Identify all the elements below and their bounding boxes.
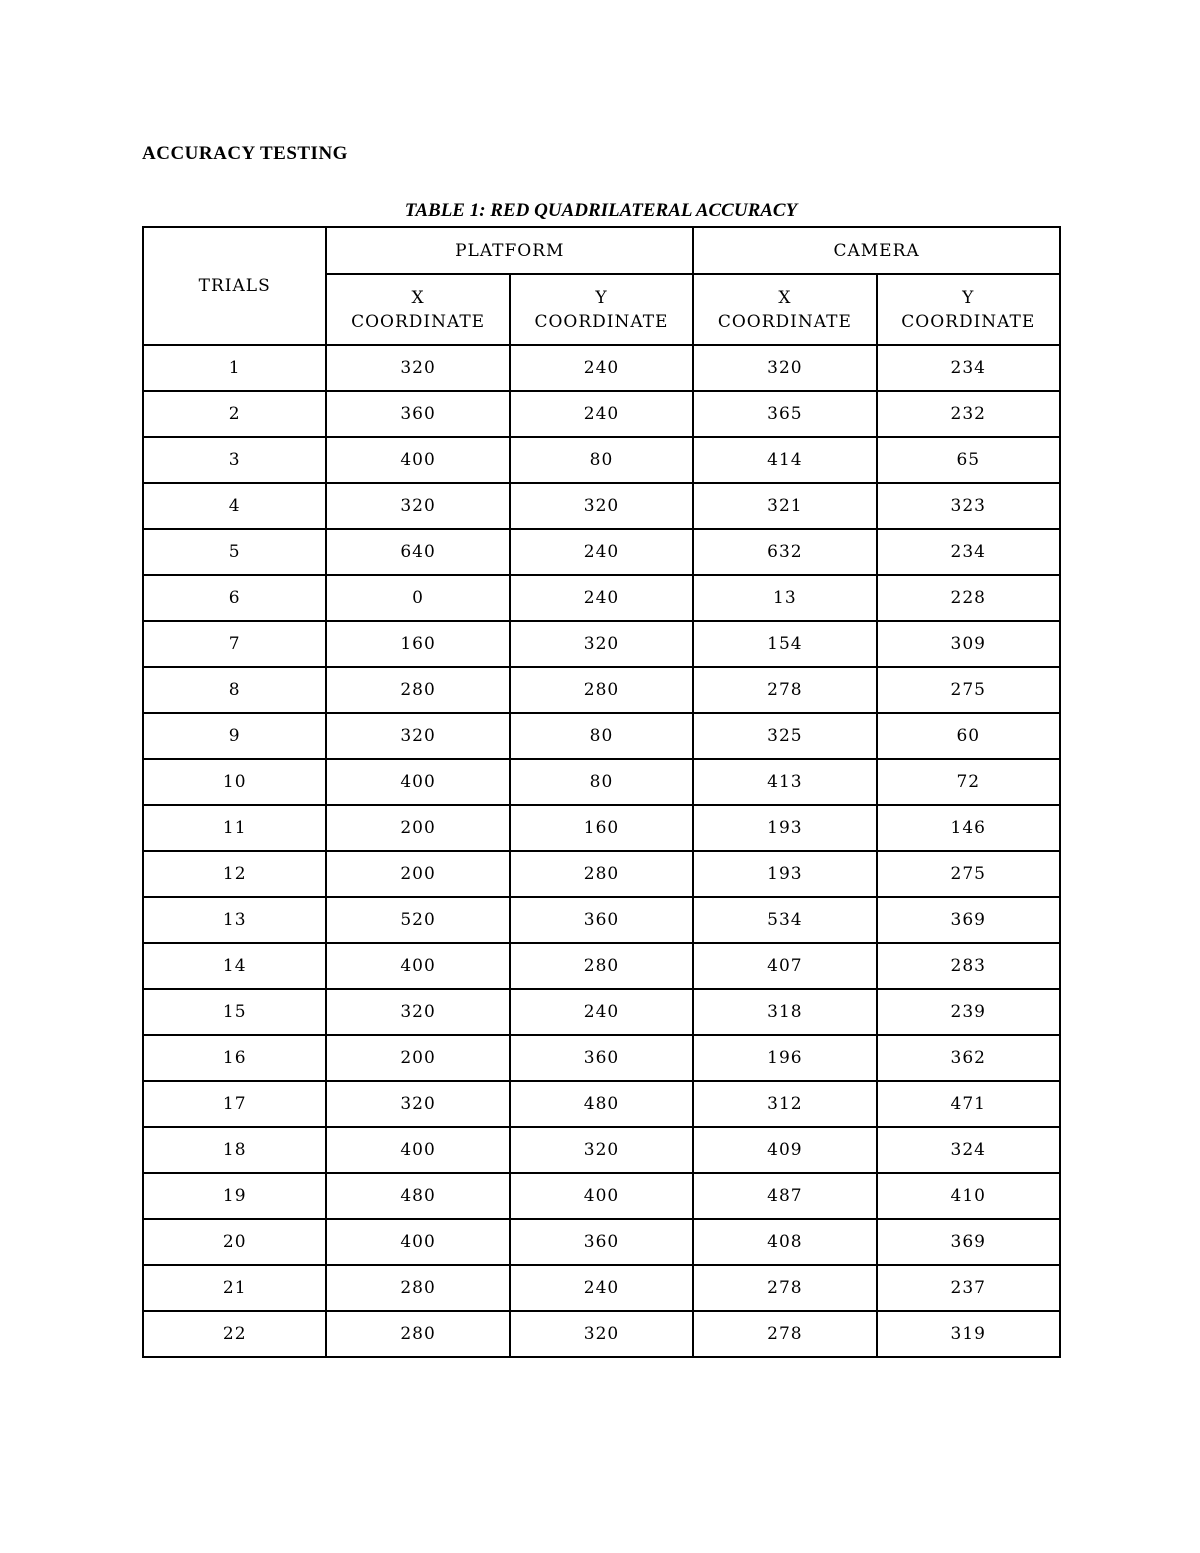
trial-cell: 14 xyxy=(143,943,326,989)
camera-y-cell: 410 xyxy=(877,1173,1060,1219)
platform-x-cell: 640 xyxy=(326,529,509,575)
table-row xyxy=(143,759,1060,805)
platform-x-cell: 280 xyxy=(326,667,509,713)
platform-x-cell: 200 xyxy=(326,1035,509,1081)
platform-y-cell: 240 xyxy=(510,1265,693,1311)
trial-cell: 18 xyxy=(143,1127,326,1173)
table-row xyxy=(143,897,1060,943)
platform-y-cell: 360 xyxy=(510,1035,693,1081)
accuracy-table xyxy=(142,226,1061,1358)
camera-x-cell: 632 xyxy=(693,529,876,575)
platform-y-cell: 280 xyxy=(510,851,693,897)
platform-x-cell: 0 xyxy=(326,575,509,621)
camera-y-cell: 232 xyxy=(877,391,1060,437)
platform-x-cell: 200 xyxy=(326,805,509,851)
platform-y-cell: 240 xyxy=(510,345,693,391)
platform-y-cell: 80 xyxy=(510,713,693,759)
platform-x-cell: 400 xyxy=(326,1127,509,1173)
platform-x-cell: 400 xyxy=(326,437,509,483)
camera-y-header xyxy=(877,274,1060,345)
camera-x-cell: 193 xyxy=(693,851,876,897)
table-caption: TABLE 1: RED QUADRILATERAL ACCURACY xyxy=(404,200,798,221)
platform-x-cell: 320 xyxy=(326,989,509,1035)
table-row xyxy=(143,851,1060,897)
camera-x-cell: 278 xyxy=(693,1265,876,1311)
platform-x-cell: 400 xyxy=(326,943,509,989)
table-row xyxy=(143,1265,1060,1311)
table-row xyxy=(143,483,1060,529)
trial-cell: 17 xyxy=(143,1081,326,1127)
trial-cell: 3 xyxy=(143,437,326,483)
platform-x-cell: 400 xyxy=(326,759,509,805)
trial-cell: 12 xyxy=(143,851,326,897)
trial-cell: 20 xyxy=(143,1219,326,1265)
camera-y-cell: 283 xyxy=(877,943,1060,989)
camera-y-cell: 362 xyxy=(877,1035,1060,1081)
platform-y-cell: 240 xyxy=(510,529,693,575)
camera-y-cell: 275 xyxy=(877,851,1060,897)
platform-x-cell: 320 xyxy=(326,483,509,529)
platform-y-cell: 80 xyxy=(510,759,693,805)
platform-y-cell: 480 xyxy=(510,1081,693,1127)
trial-cell: 13 xyxy=(143,897,326,943)
camera-x-cell: 278 xyxy=(693,1311,876,1357)
platform-x-cell: 200 xyxy=(326,851,509,897)
camera-y-cell: 324 xyxy=(877,1127,1060,1173)
camera-y-cell: 234 xyxy=(877,345,1060,391)
camera-y-cell: 369 xyxy=(877,897,1060,943)
table-row xyxy=(143,529,1060,575)
platform-x-cell: 320 xyxy=(326,1081,509,1127)
platform-y-cell: 80 xyxy=(510,437,693,483)
platform-x-cell: 360 xyxy=(326,391,509,437)
coordinate-label: COORDINATE xyxy=(351,311,486,332)
table-row xyxy=(143,667,1060,713)
camera-y-cell: 146 xyxy=(877,805,1060,851)
camera-x-cell: 534 xyxy=(693,897,876,943)
coordinate-label: COORDINATE xyxy=(901,311,1036,332)
trial-cell: 2 xyxy=(143,391,326,437)
platform-y-cell: 280 xyxy=(510,943,693,989)
trial-cell: 21 xyxy=(143,1265,326,1311)
platform-y-cell: 360 xyxy=(510,1219,693,1265)
table-row xyxy=(143,943,1060,989)
platform-header: PLATFORM xyxy=(326,227,693,274)
platform-y-cell: 280 xyxy=(510,667,693,713)
camera-y-cell: 369 xyxy=(877,1219,1060,1265)
camera-x-cell: 487 xyxy=(693,1173,876,1219)
table-row xyxy=(143,575,1060,621)
camera-x-cell: 320 xyxy=(693,345,876,391)
camera-x-cell: 325 xyxy=(693,713,876,759)
trial-cell: 16 xyxy=(143,1035,326,1081)
trial-cell: 19 xyxy=(143,1173,326,1219)
table-row xyxy=(143,1311,1060,1357)
camera-x-cell: 13 xyxy=(693,575,876,621)
table-row xyxy=(143,437,1060,483)
trials-header: TRIALS xyxy=(143,227,326,345)
trial-cell: 10 xyxy=(143,759,326,805)
camera-x-cell: 365 xyxy=(693,391,876,437)
table-row xyxy=(143,345,1060,391)
coordinate-label: COORDINATE xyxy=(717,311,852,332)
camera-x-cell: 413 xyxy=(693,759,876,805)
camera-x-cell: 409 xyxy=(693,1127,876,1173)
camera-y-cell: 319 xyxy=(877,1311,1060,1357)
camera-x-cell: 196 xyxy=(693,1035,876,1081)
table-body xyxy=(143,345,1060,1357)
camera-x-cell: 154 xyxy=(693,621,876,667)
trial-cell: 7 xyxy=(143,621,326,667)
table-row xyxy=(143,805,1060,851)
trial-cell: 6 xyxy=(143,575,326,621)
page-heading: ACCURACY TESTING xyxy=(142,143,348,164)
table-row xyxy=(143,1081,1060,1127)
table-row xyxy=(143,989,1060,1035)
table-row xyxy=(143,1127,1060,1173)
camera-x-cell: 312 xyxy=(693,1081,876,1127)
platform-y-cell: 240 xyxy=(510,989,693,1035)
platform-y-header xyxy=(510,274,693,345)
camera-y-cell: 239 xyxy=(877,989,1060,1035)
camera-y-cell: 65 xyxy=(877,437,1060,483)
platform-x-cell: 320 xyxy=(326,345,509,391)
camera-header: CAMERA xyxy=(693,227,1060,274)
camera-x-cell: 318 xyxy=(693,989,876,1035)
platform-y-cell: 320 xyxy=(510,1311,693,1357)
camera-y-cell: 471 xyxy=(877,1081,1060,1127)
platform-y-cell: 400 xyxy=(510,1173,693,1219)
platform-y-cell: 320 xyxy=(510,483,693,529)
camera-y-cell: 72 xyxy=(877,759,1060,805)
camera-y-cell: 237 xyxy=(877,1265,1060,1311)
axis-label: X xyxy=(411,287,425,308)
axis-label: X xyxy=(778,287,792,308)
platform-x-header xyxy=(326,274,509,345)
trial-cell: 9 xyxy=(143,713,326,759)
camera-x-cell: 321 xyxy=(693,483,876,529)
platform-x-cell: 320 xyxy=(326,713,509,759)
camera-x-cell: 193 xyxy=(693,805,876,851)
axis-label: Y xyxy=(595,287,608,308)
camera-y-cell: 275 xyxy=(877,667,1060,713)
trial-cell: 11 xyxy=(143,805,326,851)
camera-y-cell: 323 xyxy=(877,483,1060,529)
coordinate-label: COORDINATE xyxy=(534,311,669,332)
platform-y-cell: 320 xyxy=(510,621,693,667)
table-row xyxy=(143,391,1060,437)
camera-y-cell: 309 xyxy=(877,621,1060,667)
camera-x-cell: 407 xyxy=(693,943,876,989)
camera-x-cell: 408 xyxy=(693,1219,876,1265)
platform-x-cell: 160 xyxy=(326,621,509,667)
platform-x-cell: 480 xyxy=(326,1173,509,1219)
platform-x-cell: 400 xyxy=(326,1219,509,1265)
platform-y-cell: 240 xyxy=(510,575,693,621)
table-header xyxy=(143,227,1060,345)
table-row xyxy=(143,621,1060,667)
camera-y-cell: 234 xyxy=(877,529,1060,575)
table-row xyxy=(143,713,1060,759)
table-row xyxy=(143,1173,1060,1219)
platform-x-cell: 280 xyxy=(326,1265,509,1311)
platform-y-cell: 240 xyxy=(510,391,693,437)
camera-x-cell: 414 xyxy=(693,437,876,483)
platform-y-cell: 160 xyxy=(510,805,693,851)
platform-x-cell: 280 xyxy=(326,1311,509,1357)
header-group-row xyxy=(143,227,1060,274)
trial-cell: 15 xyxy=(143,989,326,1035)
trial-cell: 8 xyxy=(143,667,326,713)
camera-y-cell: 60 xyxy=(877,713,1060,759)
platform-y-cell: 360 xyxy=(510,897,693,943)
trial-cell: 1 xyxy=(143,345,326,391)
axis-label: Y xyxy=(962,287,975,308)
camera-y-cell: 228 xyxy=(877,575,1060,621)
platform-y-cell: 320 xyxy=(510,1127,693,1173)
camera-x-header xyxy=(693,274,876,345)
camera-x-cell: 278 xyxy=(693,667,876,713)
trial-cell: 4 xyxy=(143,483,326,529)
table-row xyxy=(143,1219,1060,1265)
table-row xyxy=(143,1035,1060,1081)
platform-x-cell: 520 xyxy=(326,897,509,943)
trial-cell: 5 xyxy=(143,529,326,575)
trial-cell: 22 xyxy=(143,1311,326,1357)
